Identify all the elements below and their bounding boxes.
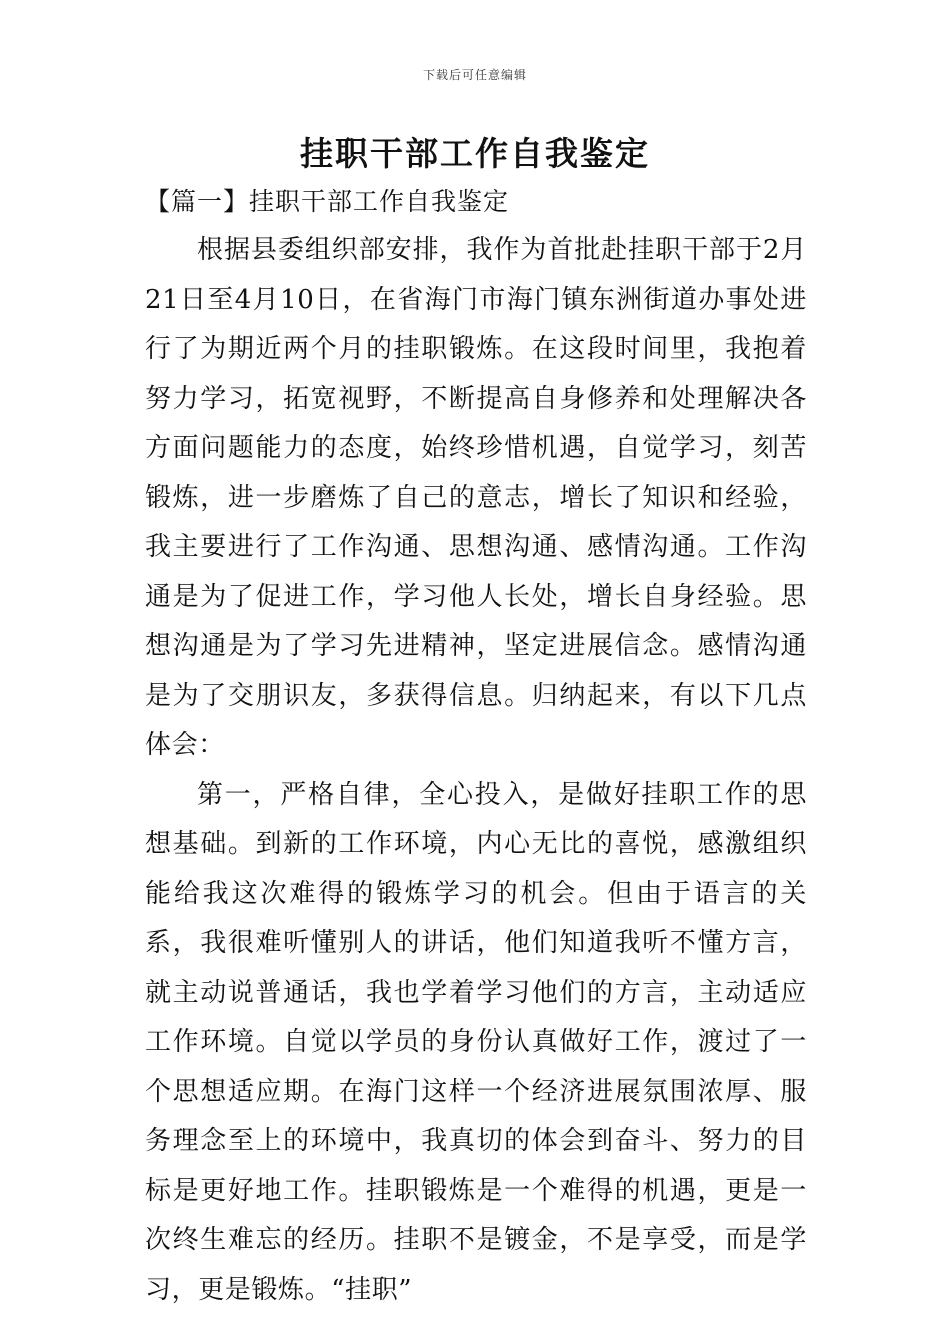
document-title: 挂职干部工作自我鉴定 [300, 134, 650, 173]
header-note: 下载后可任意编辑 [422, 68, 527, 82]
paragraph: 根据县委组织部安排，我作为首批赴挂职干部于2月21日至4月10日，在省海门市海门镇东洲街道办事处进行了为期近两个月的挂职锻炼。在这段时间里，我抱着努力学习，拓宽视野，不断提高自身修养和处理解决各方面问题能力的态度，始终珍惜机遇，自觉学习，刻苦锻炼，进一步磨炼了自己的意志，增长了知识和经验，我主要进行了工作沟通、思想沟通、感情沟通。工作沟通是为了促进工作，学习他人长处，增长自身经验。思想沟通是为了学习先进精神，坚定进展信念。感情沟通是为了交朋识友，多获得信息。归纳起来，有以下几点体会： [145, 235, 807, 760]
body-text [145, 226, 807, 1315]
section-heading: 【篇一】挂职干部工作自我鉴定 [145, 187, 510, 216]
paragraph: 第一，严格自律，全心投入，是做好挂职工作的思想基础。到新的工作环境，内心无比的喜悦，感激组织能给我这次难得的锻炼学习的机会。但由于语言的关系，我很难听懂别人的讲话，他们知道我听不懂方言，就主动说普通话，我也学着学习他们的方言，主动适应工作环境。自觉以学员的身份认真做好工作，渡过了一个思想适应期。在海门这样一个经济进展氛围浓厚、服务理念至上的环境中，我真切的体会到奋斗、努力的目标是更好地工作。挂职锻炼是一个难得的机遇，更是一次终生难忘的经历。挂职不是镀金，不是享受，而是学习，更是锻炼。“挂职” [145, 779, 807, 1305]
